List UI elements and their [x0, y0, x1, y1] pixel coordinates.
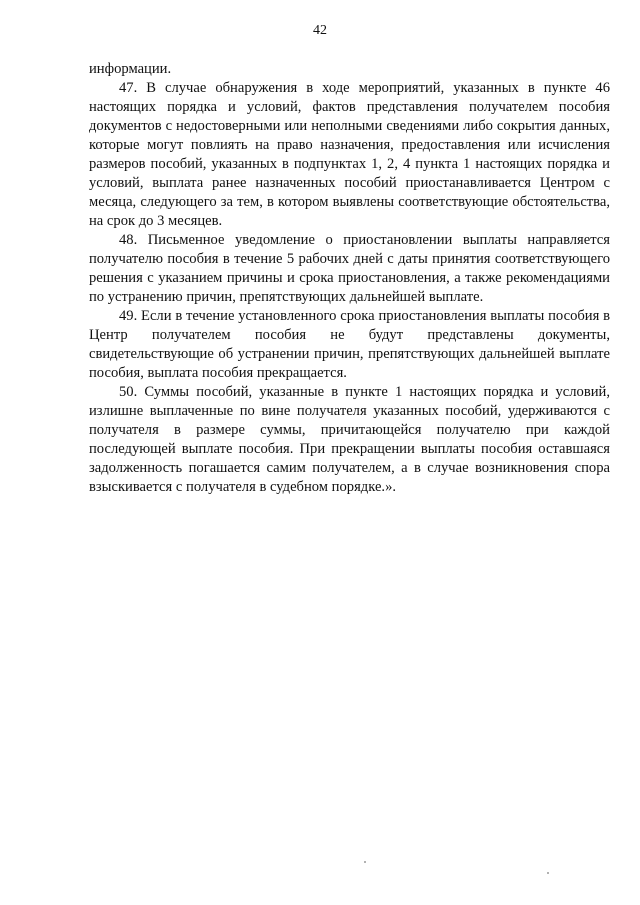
paragraph-50: 50. Суммы пособий, указанные в пункте 1 настоящих порядка и условий, излишне выплаченные по вине получателя указанных пособий, удерживаются с получателя в размере суммы, причитающейся получателю при каждой последующей выплате пособия. При прекращении выплаты пособия оставшаяся задолженность погашается самим получателем, а в случае возникновения спора взыскивается с получателя в судебном порядке.».	[89, 384, 610, 495]
paragraph-continuation: информации.	[89, 61, 172, 77]
scan-speck	[547, 872, 549, 874]
paragraph-49: 49. Если в течение установленного срока приостановления выплаты пособия в Центр получателем пособия не будут представлены документы, свидетельствующие об устранении причин, препятствующих дальнейшей выплате пособия, выплата пособия прекращается.	[89, 308, 610, 381]
scan-speck	[364, 861, 366, 863]
document-body	[89, 60, 610, 497]
page-number: 42	[313, 23, 327, 38]
paragraph-47: 47. В случае обнаружения в ходе мероприятий, указанных в пункте 46 настоящих порядка и условий, фактов представления получателем пособия документов с недостоверными или неполными сведениями либо сокрытия данных, которые могут повлиять на право назначения, предоставления или исчисления размеров пособий, указанных в подпунктах 1, 2, 4 пункта 1 настоящих порядка и условий, выплата ранее назначенных пособий приостанавливается Центром с месяца, следующего за тем, в котором выявлены соответствующие обстоятельства, на срок до 3 месяцев.	[89, 80, 610, 229]
paragraph-48: 48. Письменное уведомление о приостановлении выплаты направляется получателю пособия в течение 5 рабочих дней с даты принятия соответствующего решения с указанием причины и срока приостановления, а также рекомендациями по устранению причин, препятствующих дальнейшей выплате.	[89, 232, 610, 305]
